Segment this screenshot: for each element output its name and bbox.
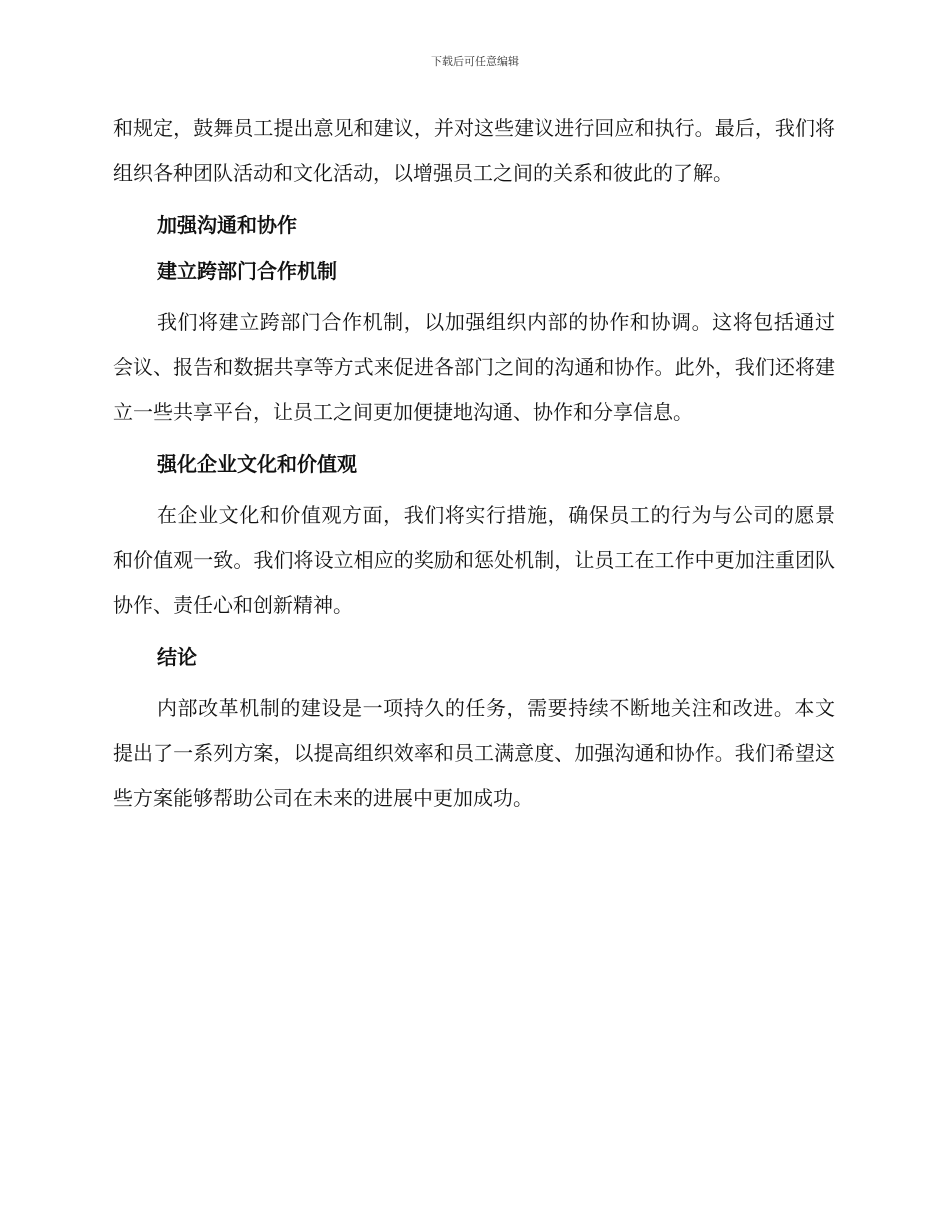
paragraph-culture: 在企业文化和价值观方面，我们将实行措施，确保员工的行为与公司的愿景和价值观一致。我们将设立相应的奖励和惩处机制，让员工在工作中更加注重团队协作、责任心和创新精神。 (113, 503, 835, 617)
paragraph-cross-department: 我们将建立跨部门合作机制，以加强组织内部的协作和协调。这将包括通过会议、报告和数据共享等方式来促进各部门之间的沟通和协作。此外，我们还将建立一些共享平台，让员工之间更加便捷地沟通、协作和分享信息。 (113, 310, 835, 424)
paragraph-continued: 和规定，鼓舞员工提出意见和建议，并对这些建议进行回应和执行。最后，我们将组织各种团队活动和文化活动，以增强员工之间的关系和彼此的了解。 (113, 116, 835, 185)
subsection-heading-culture: 强化企业文化和价值观 (157, 452, 357, 476)
paragraph-conclusion: 内部改革机制的建设是一项持久的任务，需要持续不断地关注和改进。本文提出了一系列方案，以提高组织效率和员工满意度、加强沟通和协作。我们希望这些方案能够帮助公司在未来的进展中更加成功。 (113, 696, 835, 810)
document-body (113, 106, 835, 821)
section-heading-conclusion: 结论 (157, 645, 197, 669)
subsection-heading-cross-department: 建立跨部门合作机制 (157, 259, 337, 283)
page-header: 下载后可任意编辑 (431, 55, 519, 68)
section-heading-communication: 加强沟通和协作 (157, 213, 297, 237)
